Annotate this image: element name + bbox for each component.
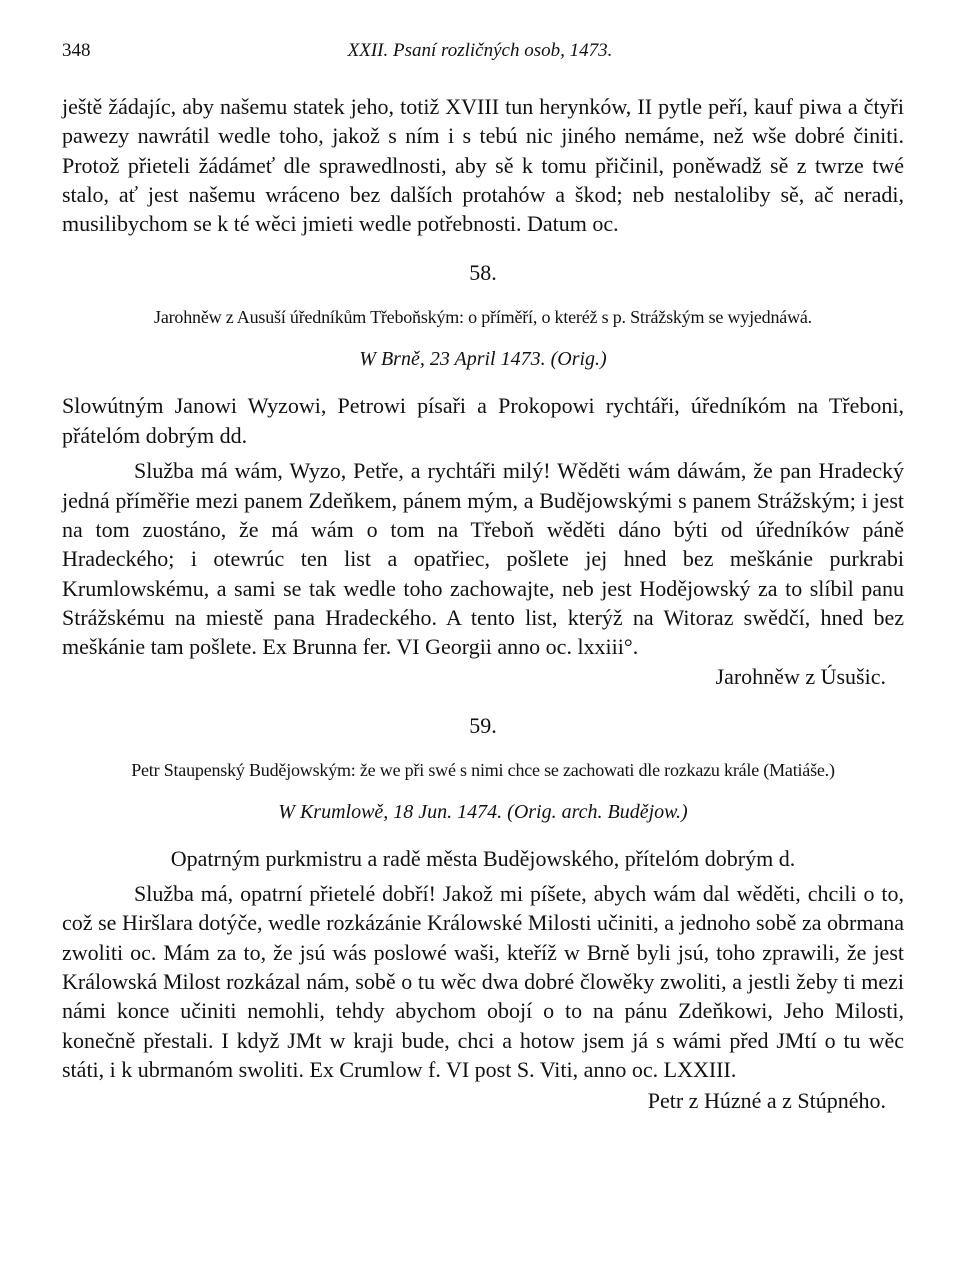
document-58-number: 58. — [469, 260, 497, 286]
document-58-place-date: W Brně, 23 April 1473. (Orig.) — [359, 348, 607, 371]
document-58-signature: Jarohněw z Úsušic. — [715, 663, 886, 689]
document-58-address: Slowútným Janowi Wyzowi, Petrowi písaři a Prokopowi rychtáři, úředníkóm na Třeboni, přátelóm dobrým dd. — [62, 393, 904, 448]
document-58-body: Služba má wám, Wyzo, Petře, a rychtáři milý! Wěděti wám dáwám, že pan Hradecký jedná příměřie mezi panem Zdeňkem, pánem mým, a Budějowskými s panem Strážským; i jest na tom zuostáno, že má wám o tom na Třeboň wěděti dáno býti od úředníków páně Hradeckého; i otewrúc ten list a opatřiec, pošlete jej hned bez meškánie purkrabi Krumlowskému, a sami se tak wedle toho zachowajte, neb jest Hodějowský za to slíbil panu Strážskému na miestě pana Hradeckého. A tento list, kterýž na Witoraz swědčí, hned bez meškánie tam pošlete. Ex Brunna fer. VI Georgii anno oc. lxxiii°. — [62, 458, 904, 660]
document-57-continuation-text: ještě žádajíc, aby našemu statek jeho, totiž XVIII tun herynków, II pytle peří, kauf piwa a čtyři pawezy nawrátil wedle toho, jakož s ním i s tebú nic jiného nemáme, než wše dobré činiti. Protož přieteli žádámeť dle sprawedlnosti, aby sě k tomu přičinil, poněwadž sě z twrze twé stalo, ať jest našemu wráceno bez dalších protahów a škod; neb nestaloliby sě, ač neradi, musilibychom se k té wěci jmieti wedle potřebnosti. Datum oc. — [62, 94, 904, 237]
running-title: XXII. Psaní rozličných osob, 1473. — [347, 40, 613, 61]
document-59-body: Služba má, opatrní přietelé dobří! Jakož mi píšete, abych wám dal wěděti, chcili o to, což se Hiršlara dotýče, wedle rozkázánie Králowské Milosti učiniti, a jednoho sobě za obrmana zwoliti oc. Mám za to, že jsú wás poslowé waši, kteříž w Brně byli jsú, toho zprawili, že jest Králowská Milost rozkázal nám, sobě o tu wěc dwa dobré člowěky zwoliti, a jestli žeby ti mezi námi konce učiniti nemohli, tehdy abychom obojí o to na pánu Zdeňkowi, Jeho Milosti, konečně přestali. I když JMt w kraji bude, chci a hotow jsem já s wámi před JMtí o tu wěc státi, i k ubrmanóm swoliti. Ex Crumlow f. VI post S. Viti, anno oc. LXXIII. — [62, 881, 904, 1082]
document-59-signature: Petr z Húzné a z Stúpného. — [647, 1088, 886, 1114]
document-59-regest: Petr Staupenský Budějowským: že we při swé s nimi chce se zachowati dle rozkazu krále (Matiáše.) — [131, 759, 835, 780]
page-content — [62, 92, 904, 1115]
page-number: 348 — [62, 40, 91, 61]
document-59-place-date: W Krumlowě, 18 Jun. 1474. (Orig. arch. Budějow.) — [278, 800, 688, 823]
document-59-address: Opatrným purkmistru a radě města Budějowského, přítelóm dobrým d. — [170, 845, 796, 871]
document-58-regest: Jarohněw z Ausuší úředníkům Třeboňským: o příměří, o kteréž s p. Strážským se wyjednáwá. — [154, 307, 812, 328]
page-header — [62, 40, 898, 74]
document-59-number: 59. — [469, 712, 497, 738]
